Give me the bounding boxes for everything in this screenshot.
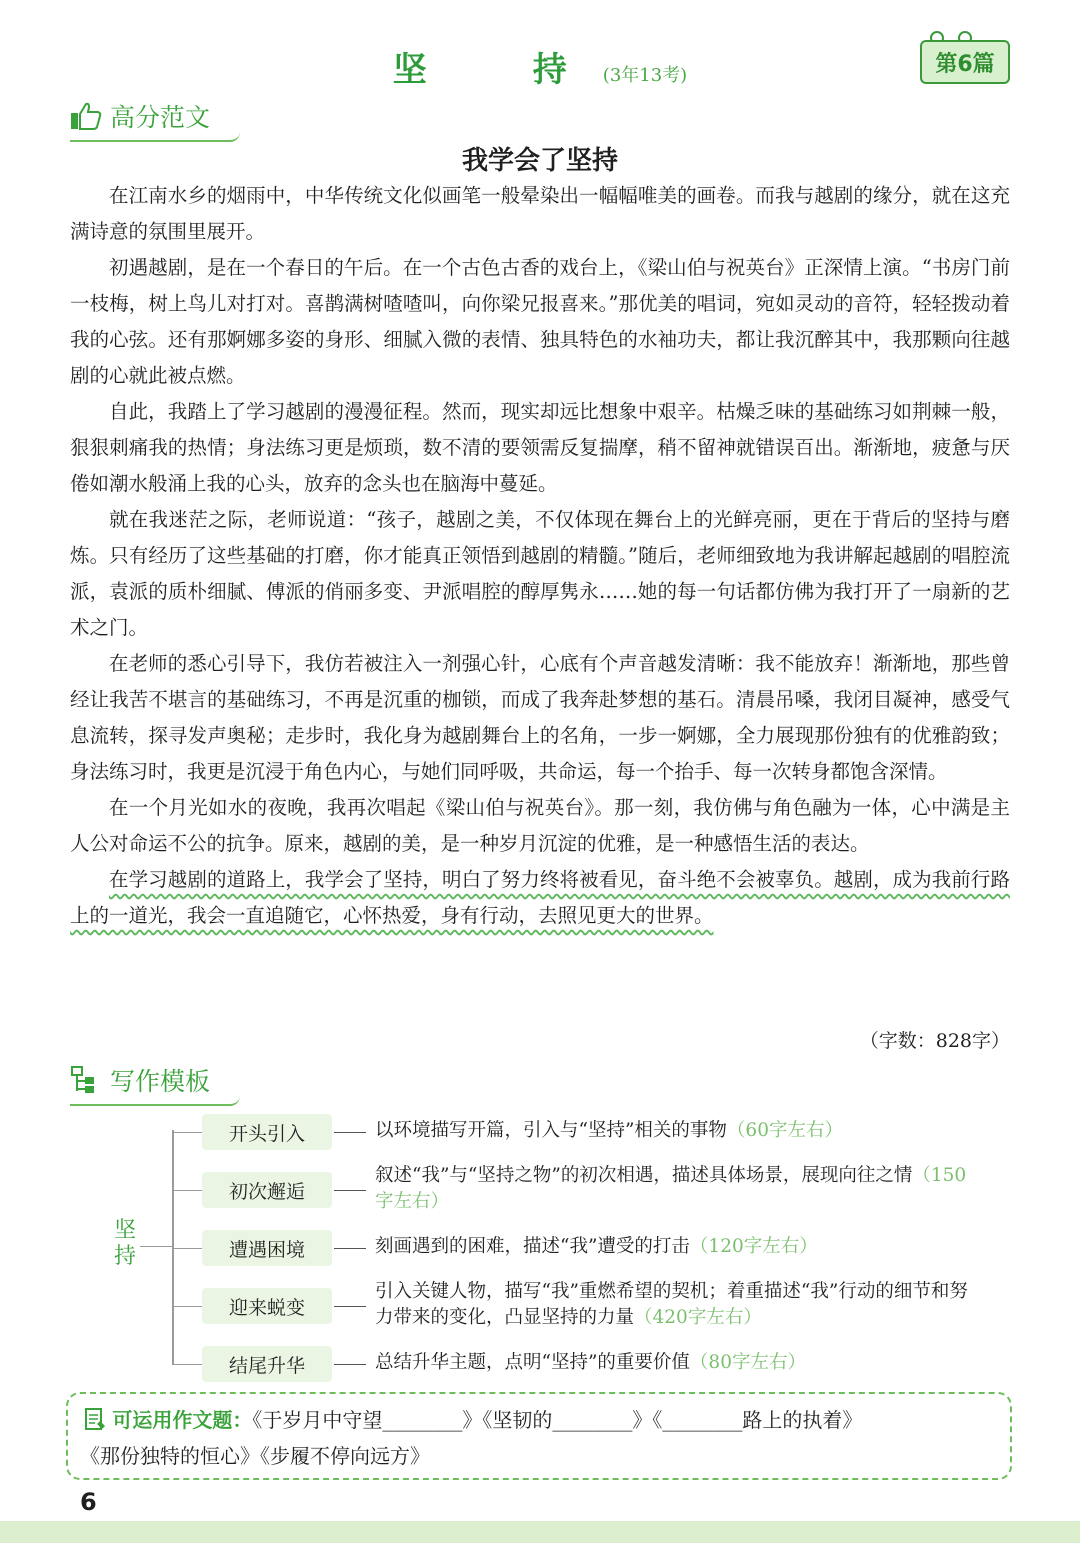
section-head-template bbox=[70, 1062, 210, 1098]
node-description-text: 叙述“我”与“坚持之物”的初次相遇，描述具体场景，展现向往之情 bbox=[375, 1165, 913, 1186]
essay-paragraph: 在一个月光如水的夜晚，我再次唱起《梁山伯与祝英台》。那一刻，我仿佛与角色融为一体，心中满是主人公对命运不公的抗争。原来，越剧的美，是一种岁月沉淀的优雅，是一种感悟生活的表达。 bbox=[70, 796, 1010, 855]
node-link bbox=[334, 1132, 366, 1134]
node-description-text: 总结升华主题，点明“坚持”的重要价值 bbox=[375, 1352, 690, 1373]
template-mindmap bbox=[0, 1100, 1080, 1390]
node-description-text: 刻画遇到的困难，描述“我”遭受的打击 bbox=[375, 1236, 690, 1257]
essay-title: 我学会了坚持 bbox=[461, 146, 618, 176]
essay-paragraph-conclusion: 在学习越剧的道路上，我学会了坚持，明白了努力终将被看见，奋斗绝不会被辜负。越剧，成为我前行路上的一道光，我会一直追随它，心怀热爱，身有行动，去照见更大的世界。 bbox=[70, 868, 1010, 927]
chapter-badge: 第6篇 bbox=[920, 40, 1010, 84]
mindmap-node bbox=[172, 1346, 352, 1382]
node-connector bbox=[172, 1306, 202, 1307]
essay-paragraph: 在江南水乡的烟雨中，中华传统文化似画笔一般晕染出一幅幅唯美的画卷。而我与越剧的缘分，就在这充满诗意的氛围里展开。 bbox=[70, 184, 1010, 243]
topics-label: 可运用作文题： bbox=[112, 1408, 253, 1432]
node-label: 结尾升华 bbox=[202, 1346, 332, 1382]
outline-tree-icon bbox=[70, 1065, 102, 1095]
mindmap-root: 坚持 bbox=[113, 1218, 136, 1269]
page-title bbox=[0, 42, 1080, 91]
essay-paragraph: 就在我迷茫之际，老师说道：“孩子，越剧之美，不仅体现在舞台上的光鲜亮丽，更在于背后的坚持与磨炼。只有经历了这些基础的打磨，你才能真正领悟到越剧的精髓。”随后，老师细致地为我讲解起越剧的唱腔流派，袁派的质朴细腻、傅派的俏丽多变、尹派唱腔的醇厚隽永……她的每一句话都仿佛为我打开了一扇新的艺术之门。 bbox=[70, 508, 1010, 639]
mindmap-node bbox=[172, 1172, 352, 1208]
topics-line-1 bbox=[84, 1404, 862, 1433]
node-label: 遭遇困境 bbox=[202, 1230, 332, 1266]
node-description bbox=[375, 1350, 975, 1376]
node-connector bbox=[172, 1132, 202, 1133]
node-description bbox=[375, 1279, 975, 1331]
node-description bbox=[375, 1118, 975, 1144]
word-count: （字数：828字） bbox=[859, 1030, 1010, 1052]
page-title-main: 坚 持 bbox=[392, 50, 603, 90]
section-label-essay: 高分范文 bbox=[110, 103, 211, 132]
page-title-subtitle: (3年13考) bbox=[602, 65, 688, 86]
node-connector bbox=[172, 1248, 202, 1249]
node-connector bbox=[172, 1190, 202, 1191]
node-word-note: （420字左右） bbox=[634, 1307, 762, 1328]
section-head-essay bbox=[70, 98, 210, 134]
page-number: 6 bbox=[80, 1488, 97, 1516]
essay-paragraph: 在老师的悉心引导下，我仿若被注入一剂强心针，心底有个声音越发清晰：我不能放弃！渐渐地，那些曾经让我苦不堪言的基础练习，不再是沉重的枷锁，而成了我奔赴梦想的基石。清晨吊嗓，我闭目凝神，感受气息流转，探寻发声奥秘；走步时，我化身为越剧舞台上的名角，一步一婀娜，全力展现那份独有的优雅韵致；身法练习时，我更是沉浸于角色内心，与她们同呼吸，共命运，每一个抬手、每一次转身都饱含深情。 bbox=[70, 652, 1010, 783]
mindmap-node bbox=[172, 1230, 352, 1266]
node-link bbox=[334, 1248, 366, 1250]
node-word-note: （120字左右） bbox=[689, 1236, 818, 1257]
node-word-note: （80字左右） bbox=[689, 1352, 806, 1373]
node-label: 初次邂逅 bbox=[202, 1172, 332, 1208]
topics-titles-2: 《那份独特的恒心》《步履不停向远方》 bbox=[80, 1444, 430, 1468]
suggested-topics-box bbox=[66, 1392, 1012, 1480]
mindmap-node bbox=[172, 1114, 352, 1150]
node-link bbox=[334, 1190, 366, 1192]
node-description-text: 以环境描写开篇，引入与“坚持”相关的事物 bbox=[375, 1120, 727, 1141]
node-description bbox=[375, 1234, 975, 1260]
essay-paragraph: 自此，我踏上了学习越剧的漫漫征程。然而，现实却远比想象中艰辛。枯燥乏味的基础练习如荆棘一般，狠狠刺痛我的热情；身法练习更是烦琐，数不清的要领需反复揣摩，稍不留神就错误百出。渐渐地，疲惫与厌倦如潮水般涌上我的心头，放弃的念头也在脑海中蔓延。 bbox=[70, 400, 1010, 495]
node-link bbox=[334, 1364, 366, 1366]
node-connector bbox=[172, 1364, 202, 1365]
node-description-text: 引入关键人物，描写“我”重燃希望的契机；着重描述“我”行动的细节和努力带来的变化，凸显坚持的力量 bbox=[375, 1281, 968, 1328]
mindmap-node bbox=[172, 1288, 352, 1324]
mindmap-root-connector bbox=[140, 1246, 172, 1247]
node-description bbox=[375, 1163, 975, 1215]
section-label-template: 写作模板 bbox=[110, 1067, 211, 1096]
notebook-icon bbox=[84, 1407, 106, 1431]
node-word-note: （150字左右） bbox=[375, 1165, 967, 1212]
footer-band bbox=[0, 1521, 1080, 1543]
node-link bbox=[334, 1306, 366, 1308]
essay-paragraph: 初遇越剧，是在一个春日的午后。在一个古色古香的戏台上，《梁山伯与祝英台》正深情上演。“书房门前一枝梅，树上鸟儿对打对。喜鹊满树喳喳叫，向你梁兄报喜来。”那优美的唱词，宛如灵动的音符，轻轻拨动着我的心弦。还有那婀娜多姿的身形、细腻入微的表情、独具特色的水袖功夫，都让我沉醉其中，我那颗向往越剧的心就此被点燃。 bbox=[70, 256, 1010, 387]
essay-body bbox=[70, 178, 1010, 934]
node-label: 开头引入 bbox=[202, 1114, 332, 1150]
topics-titles-1: 《于岁月中守望________》《坚韧的________》《________路上的执着》 bbox=[252, 1408, 863, 1432]
thumbs-up-icon bbox=[70, 101, 102, 131]
node-label: 迎来蜕变 bbox=[202, 1288, 332, 1324]
node-word-note: （60字左右） bbox=[726, 1120, 843, 1141]
